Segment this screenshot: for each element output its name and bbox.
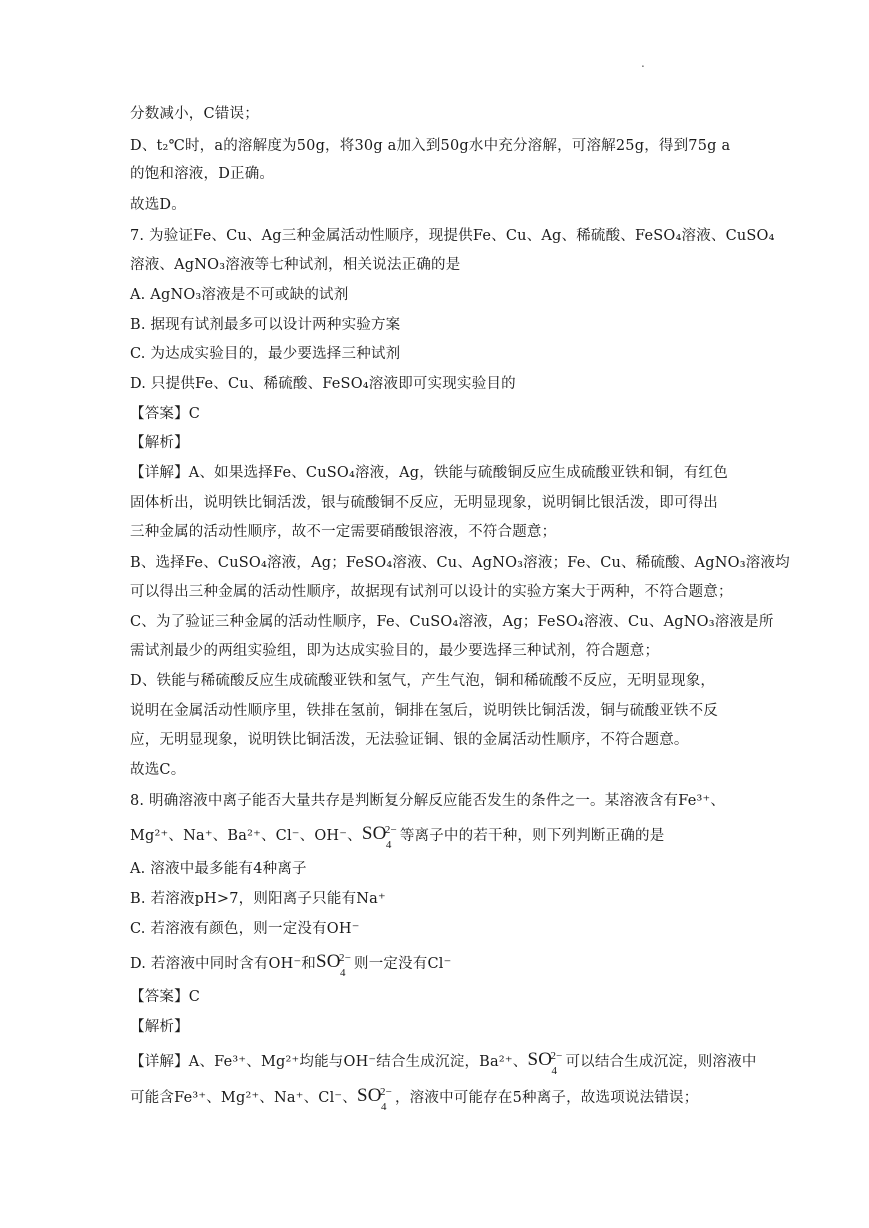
question-8-stem: 8. 明确溶液中离子能否大量共存是判断复分解反应能否发生的条件之一。某溶液含有Fe³⁺、 [130, 793, 726, 809]
text-line: 故选C。 [130, 762, 186, 778]
option-a: A. AgNO₃溶液是不可或缺的试剂 [130, 287, 349, 303]
sulfate-ion: SO 2− 4 [527, 1049, 563, 1077]
text-line: D、t₂℃时，a的溶解度为50g，将30g a加入到50g水中充分溶解，可溶解25g，得到75g a [130, 138, 731, 154]
text-fragment: 可能含Fe³⁺、Mg²⁺、Na⁺、Cl⁻、 [130, 1090, 357, 1106]
text-line: 说明在金属活动性顺序里，铁排在氢前，铜排在氢后，说明铁比铜活泼，铜与硫酸亚铁不反 [130, 703, 718, 719]
question-7-stem: 7. 为验证Fe、Cu、Ag三种金属活动性顺序，现提供Fe、Cu、Ag、稀硫酸、FeSO₄溶液、CuSO₄ [130, 228, 775, 244]
option-b: B. 若溶液pH>7，则阳离子只能有Na⁺ [130, 891, 386, 907]
text-line: B、选择Fe、CuSO₄溶液，Ag；FeSO₄溶液、Cu、AgNO₃溶液；Fe、Cu、稀硫酸、AgNO₃溶液均 [130, 555, 790, 571]
question-7-stem: 溶液、AgNO₃溶液等七种试剂，相关说法正确的是 [130, 257, 461, 273]
header-dot: . [641, 56, 645, 70]
text-fragment: 【详解】A、Fe³⁺、Mg²⁺均能与OH⁻结合生成沉淀，Ba²⁺、 [130, 1054, 528, 1070]
question-8-stem [130, 823, 664, 849]
text-line: 的饱和溶液，D正确。 [130, 166, 275, 182]
option-b: B. 据现有试剂最多可以设计两种实验方案 [130, 317, 401, 333]
answer-label: 【答案】C [130, 989, 201, 1005]
option-d [130, 951, 452, 977]
text-line: C、为了验证三种金属的活动性顺序，Fe、CuSO₄溶液，Ag；FeSO₄溶液、Cu、AgNO₃溶液是所 [130, 614, 774, 630]
text-fragment: 可以结合生成沉淀，则溶液中 [565, 1054, 757, 1070]
option-d: D. 只提供Fe、Cu、稀硫酸、FeSO₄溶液即可实现实验目的 [130, 376, 516, 392]
text-line [130, 1049, 757, 1075]
text-fragment: 则一定没有Cl⁻ [354, 956, 452, 972]
text-line: 应，无明显现象，说明铁比铜活泼，无法验证铜、银的金属活动性顺序，不符合题意。 [130, 732, 689, 748]
option-c: C. 为达成实验目的，最少要选择三种试剂 [130, 346, 401, 362]
text-line: 固体析出，说明铁比铜活泼，银与硫酸铜不反应，无明显现象，说明铜比银活泼，即可得出 [130, 495, 718, 511]
analysis-label: 【解析】 [130, 1019, 189, 1035]
analysis-label: 【解析】 [130, 435, 189, 451]
text-line: D、铁能与稀硫酸反应生成硫酸亚铁和氢气，产生气泡，铜和稀硫酸不反应，无明显现象， [130, 673, 716, 689]
text-line: 【详解】A、如果选择Fe、CuSO₄溶液，Ag，铁能与硫酸铜反应生成硫酸亚铁和铜，有红色 [130, 465, 728, 481]
text-line: 可以得出三种金属的活动性顺序，故据现有试剂可以设计的实验方案大于两种，不符合题意； [130, 584, 733, 600]
text-line: 需试剂最少的两组实验组，即为达成实验目的，最少要选择三种试剂，符合题意； [130, 643, 660, 659]
text-fragment: Mg²⁺、Na⁺、Ba²⁺、Cl⁻、OH⁻、 [130, 828, 362, 844]
sulfate-ion: SO 2− 4 [356, 1085, 393, 1113]
sulfate-ion: SO 2− 4 [361, 823, 397, 851]
text-line: 故选D。 [130, 197, 186, 213]
text-fragment: ，溶液中可能存在5种离子，故选项说法错误； [394, 1090, 699, 1106]
sulfate-ion: SO 2− 4 [316, 951, 352, 979]
text-fragment: D. 若溶液中同时含有OH⁻和 [130, 956, 317, 972]
text-line: 三种金属的活动性顺序，故不一定需要硝酸银溶液，不符合题意； [130, 524, 557, 540]
option-a: A. 溶液中最多能有4种离子 [130, 861, 307, 877]
text-line: 分数减小，C错误； [130, 106, 259, 122]
answer-label: 【答案】C [130, 406, 201, 422]
option-c: C. 若溶液有颜色，则一定没有OH⁻ [130, 921, 360, 937]
text-line [130, 1085, 698, 1111]
text-fragment: 等离子中的若干种，则下列判断正确的是 [399, 828, 665, 844]
